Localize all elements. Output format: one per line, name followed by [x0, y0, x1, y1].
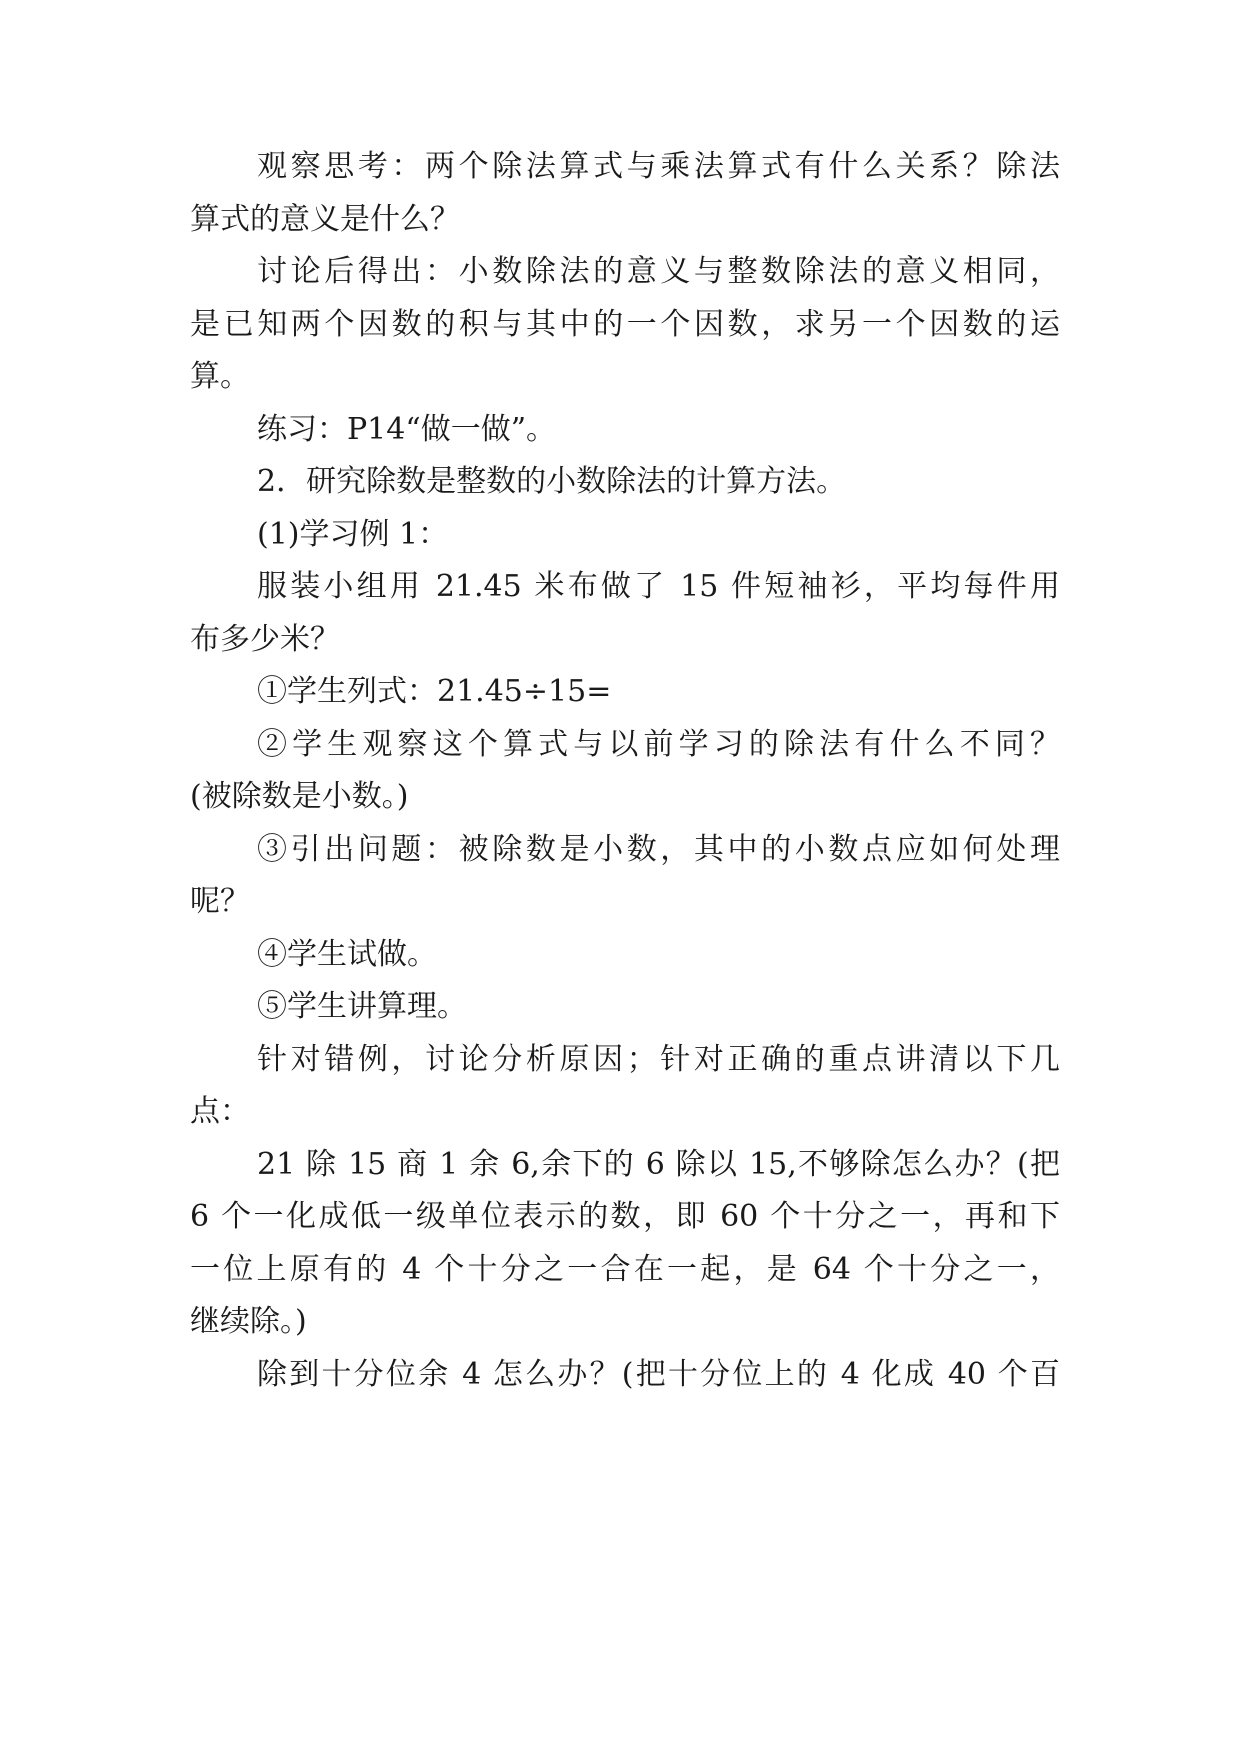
text-line: ④学生试做。	[257, 937, 437, 972]
text-line: 是已知两个因数的积与其中的一个因数，求另一个因数的运	[190, 307, 1060, 342]
text-line: ③引出问题：被除数是小数，其中的小数点应如何处理	[257, 832, 1060, 867]
text-line: 针对错例，讨论分析原因；针对正确的重点讲清以下几	[257, 1042, 1060, 1077]
text-line: 继续除。)	[190, 1304, 307, 1339]
text-line: 练习：P14“做一做”。	[257, 412, 557, 447]
text-line: 服装小组用 21.45 米布做了 15 件短袖衫，平均每件用	[257, 569, 1060, 604]
text-line: 布多少米？	[190, 622, 340, 657]
text-line: (1)学习例 1：	[257, 517, 449, 552]
text-line: 2．研究除数是整数的小数除法的计算方法。	[257, 464, 847, 499]
text-line: 讨论后得出：小数除法的意义与整数除法的意义相同，	[257, 254, 1060, 289]
text-line: 呢？	[190, 884, 250, 919]
text-line: 算式的意义是什么？	[190, 202, 460, 237]
text-line: 一位上原有的 4 个十分之一合在一起，是 64 个十分之一，	[190, 1252, 1060, 1287]
text-line: 6 个一化成低一级单位表示的数，即 60 个十分之一，再和下	[190, 1199, 1060, 1234]
text-line: ①学生列式：21.45÷15=	[257, 674, 612, 709]
text-line: 点：	[190, 1094, 250, 1129]
text-line: 除到十分位余 4 怎么办？(把十分位上的 4 化成 40 个百	[257, 1357, 1060, 1392]
text-line: ②学生观察这个算式与以前学习的除法有什么不同？	[257, 727, 1060, 762]
text-line: 观察思考：两个除法算式与乘法算式有什么关系？除法	[257, 149, 1060, 184]
text-line: 21 除 15 商 1 余 6,余下的 6 除以 15,不够除怎么办？(把	[257, 1147, 1060, 1182]
text-line: 算。	[190, 359, 250, 394]
text-line: (被除数是小数。)	[190, 779, 409, 814]
text-line: ⑤学生讲算理。	[257, 989, 467, 1024]
